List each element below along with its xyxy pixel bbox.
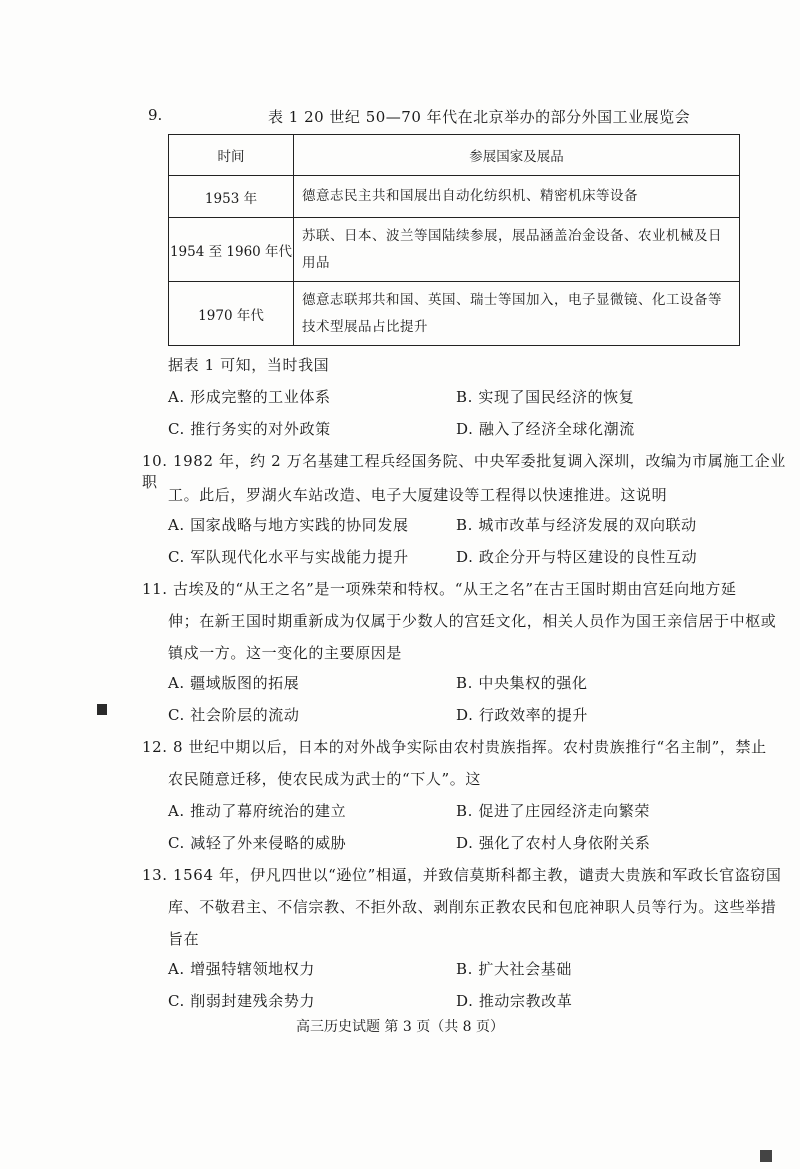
q13-option-d[interactable]: D. 推动宗教改革 [456,992,573,1010]
table-cell-time: 1970 年代 [169,282,294,346]
question-10-line-1: 10. 1982 年，约 2 万名基建工程兵经国务院、中央军委批复调入深圳，改编为市属施工企业职 [142,452,786,491]
q11-option-d[interactable]: D. 行政效率的提升 [456,706,589,724]
table-header-content: 参展国家及展品 [294,135,740,176]
q13-option-c[interactable]: C. 削弱封建残余势力 [168,992,316,1010]
table-cell-content: 德意志联邦共和国、英国、瑞士等国加入，电子显微镜、化工设备等技术型展品占比提升 [294,282,740,346]
table-1-title: 表 1 20 世纪 50—70 年代在北京举办的部分外国工业展览会 [268,108,691,126]
question-10-line-2: 工。此后，罗湖火车站改造、电子大厦建设等工程得以快速推进。这说明 [168,486,668,504]
q10-option-b[interactable]: B. 城市改革与经济发展的双向联动 [456,516,697,534]
table-header-time: 时间 [169,135,294,176]
q9-option-d[interactable]: D. 融入了经济全球化潮流 [456,420,635,438]
question-12-line-1: 12. 8 世纪中期以后，日本的对外战争实际由农村贵族指挥。农村贵族推行“名主制”，禁止 [142,738,767,756]
question-13-line-3: 旨在 [168,930,200,948]
q10-option-c[interactable]: C. 军队现代化水平与实战能力提升 [168,548,409,566]
table-header-row [169,135,740,176]
table-cell-content: 德意志民主共和国展出自动化纺织机、精密机床等设备 [294,176,740,218]
q9-option-a[interactable]: A. 形成完整的工业体系 [168,388,331,406]
page-footer: 高三历史试题 第 3 页（共 8 页） [295,1019,505,1035]
question-9-stem: 据表 1 可知，当时我国 [168,356,330,374]
q12-option-d[interactable]: D. 强化了农村人身依附关系 [456,834,651,852]
q12-option-a[interactable]: A. 推动了幕府统治的建立 [168,802,347,820]
q9-option-b[interactable]: B. 实现了国民经济的恢复 [456,388,635,406]
question-9-number: 9. [148,106,163,124]
question-11-line-1: 11. 古埃及的“从王之名”是一项殊荣和特权。“从王之名”在古王国时期由宫廷向地方延 [142,580,737,598]
question-11-line-3: 镇戍一方。这一变化的主要原因是 [168,644,403,662]
table-cell-time: 1953 年 [169,176,294,218]
q13-option-a[interactable]: A. 增强特辖领地权力 [168,960,315,978]
q11-option-b[interactable]: B. 中央集权的强化 [456,674,588,692]
table-row [169,176,740,218]
q10-option-a[interactable]: A. 国家战略与地方实践的协同发展 [168,516,409,534]
question-11-line-2: 伸；在新王国时期重新成为仅属于少数人的宫廷文化，相关人员作为国王亲信居于中枢或 [168,612,777,630]
q11-option-c[interactable]: C. 社会阶层的流动 [168,706,300,724]
q12-option-b[interactable]: B. 促进了庄园经济走向繁荣 [456,802,650,820]
q11-option-a[interactable]: A. 疆域版图的拓展 [168,674,300,692]
q13-option-b[interactable]: B. 扩大社会基础 [456,960,572,978]
question-13-line-2: 库、不敬君主、不信宗教、不拒外敌、剥削东正教农民和包庇神职人员等行为。这些举措 [168,898,777,916]
question-12-line-2: 农民随意迁移，使农民成为武士的“下人”。这 [168,770,481,788]
scan-marker [97,704,107,715]
q9-option-c[interactable]: C. 推行务实的对外政策 [168,420,331,438]
exhibition-table [168,134,740,346]
table-cell-time: 1954 至 1960 年代 [169,218,294,282]
table-cell-content: 苏联、日本、波兰等国陆续参展，展品涵盖冶金设备、农业机械及日用品 [294,218,740,282]
qr-code-icon [760,1150,772,1162]
q10-option-d[interactable]: D. 政企分开与特区建设的良性互动 [456,548,698,566]
table-row [169,218,740,282]
table-row [169,282,740,346]
q12-option-c[interactable]: C. 减轻了外来侵略的威胁 [168,834,347,852]
question-13-line-1: 13. 1564 年，伊凡四世以“逊位”相逼，并致信莫斯科都主教，谴责大贵族和军政长官盗窃国 [142,866,782,884]
